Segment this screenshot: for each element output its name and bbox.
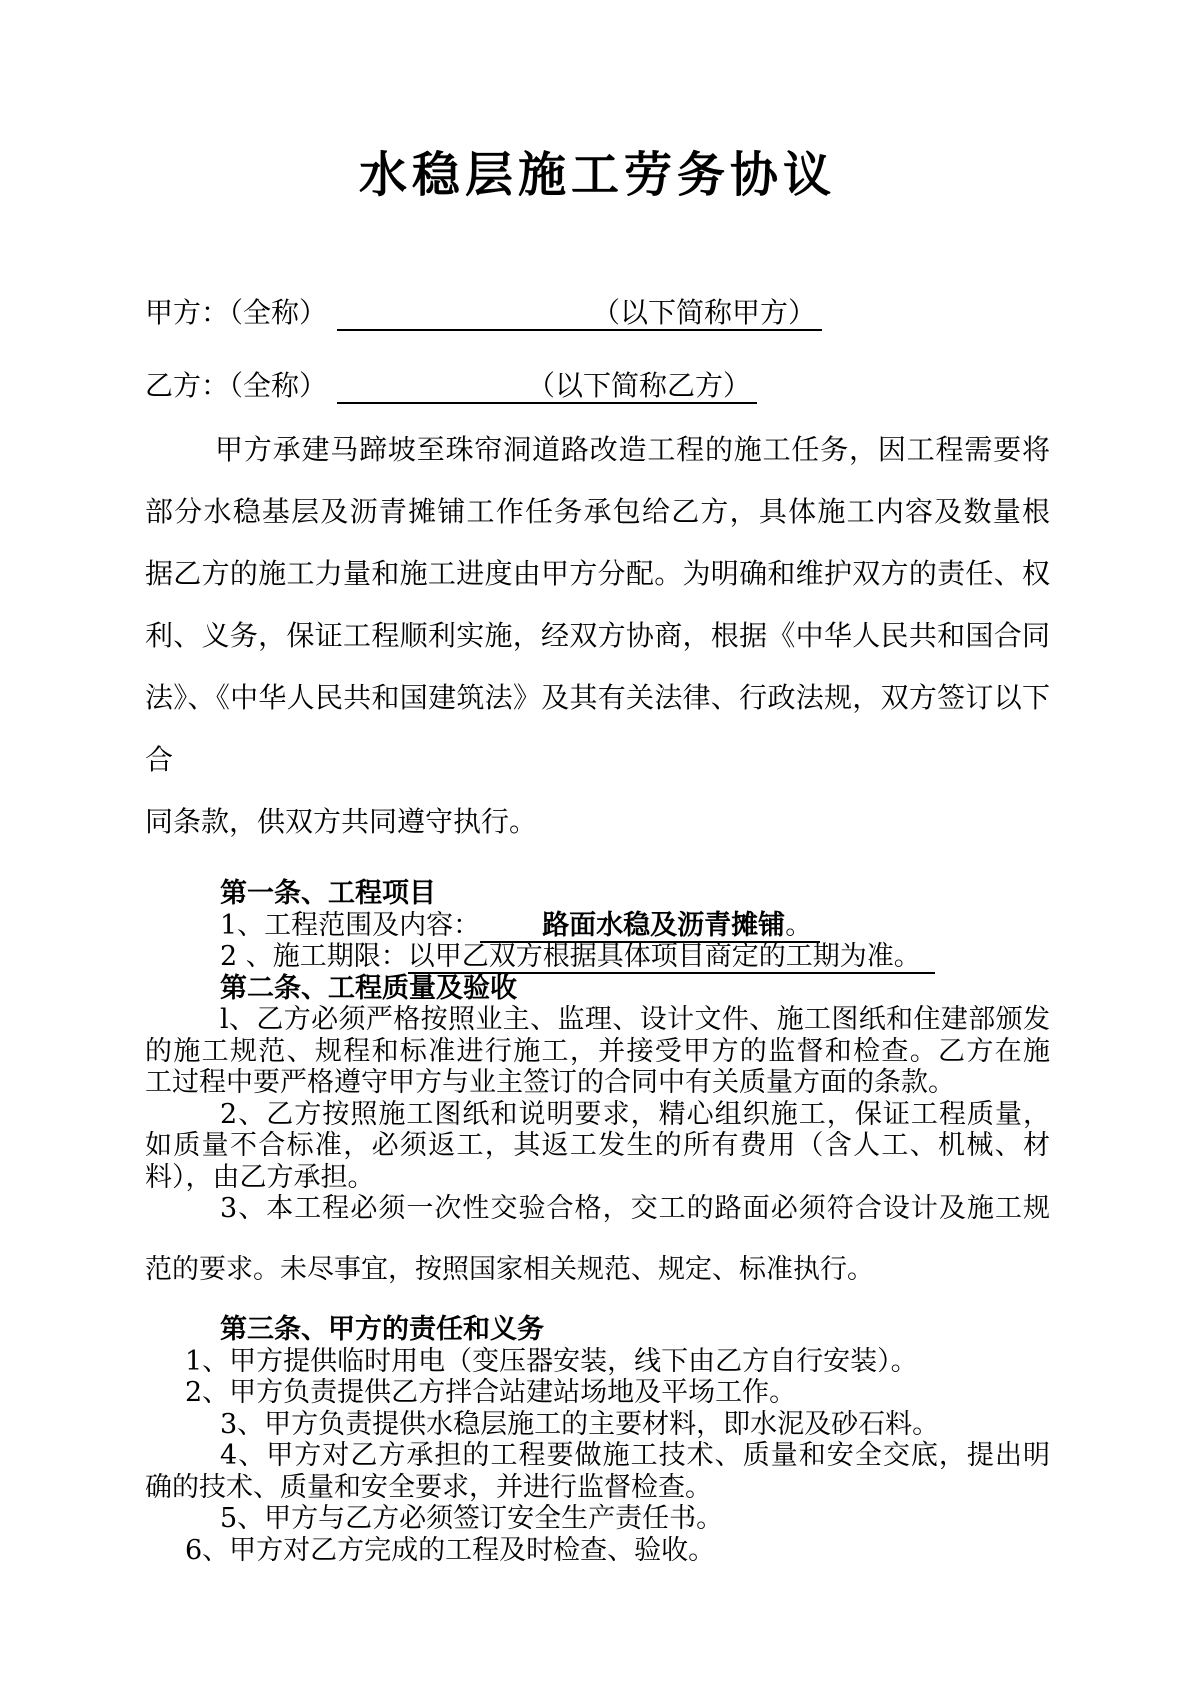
section2-line: 3、本工程必须一次性交验合格，交工的路面必须符合设计及施工规: [220, 1193, 1050, 1225]
party-b-line: [145, 366, 1050, 405]
section2-line: 料），由乙方承担。: [145, 1161, 375, 1193]
section1-heading: 第一条、工程项目: [220, 878, 436, 910]
party-b-fill-blank: [337, 391, 527, 395]
section3-line: 3、甲方负责提供水稳层施工的主要材料，即水泥及砂石料。: [220, 1408, 940, 1440]
party-b-prefix: 乙方：（全称）: [145, 369, 328, 403]
party-a-fill-blank: [337, 318, 592, 322]
document-title: 水稳层施工劳务协议: [358, 147, 836, 203]
scope-suffix: 。: [785, 909, 813, 941]
intro-line: 部分水稳基层及沥青摊铺工作任务承包给乙方，具体施工内容及数量根: [145, 495, 1050, 529]
section2-line: 如质量不合标准，必须返工，其返工发生的所有费用（含人工、机械、材: [145, 1130, 1050, 1162]
scope-underlined-entry: [480, 910, 820, 943]
section2-line: 的施工规范、规程和标准进行施工，并接受甲方的监督和检查。乙方在施: [145, 1035, 1050, 1067]
party-a-alias: （以下简称甲方）: [592, 296, 817, 329]
party-a-underline: [337, 296, 822, 331]
section3-line: 4、甲方对乙方承担的工程要做施工技术、质量和安全交底，提出明: [220, 1440, 1050, 1472]
section2-line: 工过程中要严格遵守甲方与业主签订的合同中有关质量方面的条款。: [145, 1067, 955, 1099]
party-b-underline: [337, 369, 757, 404]
section3-heading: 第三条、甲方的责任和义务: [220, 1314, 544, 1346]
party-a-line: [145, 293, 1050, 332]
duration-label: 2 、施工期限：: [220, 941, 408, 973]
section1-item-scope: [145, 910, 1050, 942]
intro-line: 利、义务，保证工程顺利实施，经双方协商，根据《中华人民共和国合同: [145, 619, 1050, 653]
duration-underlined-entry: 以甲乙双方根据具体项目商定的工期为准。: [408, 941, 935, 974]
section3-line: 确的技术、质量和安全要求，并进行监督检查。: [145, 1471, 712, 1503]
section2-line: 范的要求。未尽事宜，按照国家相关规范、规定、标准执行。: [145, 1253, 874, 1285]
section2-heading: 第二条、工程质量及验收: [220, 972, 517, 1004]
intro-line: 据乙方的施工力量和施工进度由甲方分配。为明确和维护双方的责任、权: [145, 557, 1050, 591]
intro-paragraph: [145, 419, 1050, 853]
scope-label: 1、工程范围及内容：: [220, 909, 481, 941]
scope-leading-blank: [480, 930, 542, 934]
intro-line: 甲方承建马蹄坡至珠帘洞道路改造工程的施工任务，因工程需要将: [215, 433, 1050, 467]
intro-line: 法》、《中华人民共和国建筑法》及其有关法律、行政法规，双方签订以下合: [145, 681, 1050, 777]
section2-line: l、乙方必须严格按照业主、监理、设计文件、施工图纸和住建部颁发: [220, 1004, 1050, 1036]
party-b-alias: （以下简称乙方）: [527, 369, 752, 403]
section3-line: 2、甲方负责提供乙方拌合站建站场地及平场工作。: [185, 1377, 797, 1409]
scope-value: 路面水稳及沥青摊铺: [542, 909, 786, 941]
section1-item-duration: [145, 941, 1050, 973]
section2-line: 2、乙方按照施工图纸和说明要求，精心组织施工，保证工程质量，: [220, 1098, 1050, 1130]
section3-line: 1、甲方提供临时用电（变压器安装，线下由乙方自行安装）。: [185, 1345, 918, 1377]
party-a-prefix: 甲方：（全称）: [145, 296, 328, 329]
section3-line: 5、甲方与乙方必须签订安全生产责任书。: [220, 1503, 724, 1535]
section3-line: 6、甲方对乙方完成的工程及时检查、验收。: [185, 1534, 716, 1566]
intro-line: 同条款，供双方共同遵守执行。: [145, 805, 538, 839]
